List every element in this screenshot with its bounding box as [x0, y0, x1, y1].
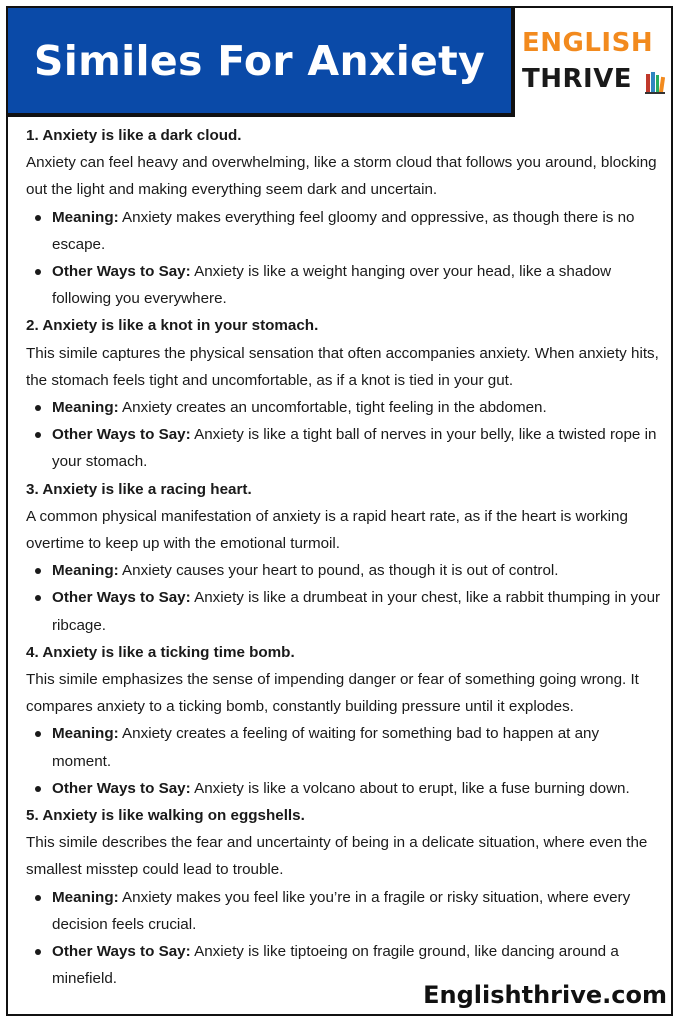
- meaning-item: [52, 204, 662, 258]
- meaning-item: [52, 884, 662, 938]
- other-ways-item: [52, 258, 662, 312]
- bullet-list: [26, 720, 662, 802]
- page-title: Similes For Anxiety: [33, 36, 486, 85]
- meaning-label: Meaning:: [52, 888, 119, 906]
- other-ways-label: Other Ways to Say:: [52, 779, 191, 797]
- meaning-label: Meaning:: [52, 399, 119, 417]
- logo-line-english: ENGLISH: [522, 28, 654, 58]
- similes-list: [26, 122, 662, 993]
- meaning-text: Anxiety causes your heart to pound, as though it is out of control.: [122, 562, 559, 580]
- logo-line-thrive: THRIVE: [522, 64, 633, 94]
- title-banner: [8, 8, 515, 117]
- meaning-text: Anxiety makes everything feel gloomy and oppressive, as though there is no escape.: [52, 208, 635, 253]
- simile-section: [26, 122, 662, 312]
- other-ways-text: Anxiety is like tiptoeing on fragile ground, like dancing around a minefield.: [52, 943, 619, 988]
- section-description: This simile describes the fear and uncertainty of being in a delicate situation, where even the smallest misstep could lead to trouble.: [26, 834, 648, 879]
- page-frame: [6, 6, 673, 1016]
- meaning-item: [52, 557, 662, 584]
- meaning-item: [52, 720, 662, 774]
- meaning-text: Anxiety creates an uncomfortable, tight feeling in the abdomen.: [122, 399, 547, 417]
- meaning-label: Meaning:: [52, 725, 119, 743]
- section-title: 2. Anxiety is like a knot in your stomach.: [26, 317, 319, 335]
- section-title: 1. Anxiety is like a dark cloud.: [26, 127, 242, 144]
- footer-site-link[interactable]: Englishthrive.com: [423, 981, 667, 1009]
- simile-section: [26, 476, 662, 639]
- other-ways-text: Anxiety is like a volcano about to erupt, like a fuse burning down.: [194, 779, 630, 797]
- simile-section: [26, 639, 662, 802]
- meaning-text: Anxiety creates a feeling of waiting for something bad to happen at any moment.: [52, 725, 600, 770]
- other-ways-item: [52, 421, 662, 475]
- other-ways-label: Other Ways to Say:: [52, 589, 191, 607]
- english-thrive-logo: [518, 22, 668, 112]
- other-ways-label: Other Ways to Say:: [52, 943, 191, 961]
- section-description: Anxiety can feel heavy and overwhelming, like a storm cloud that follows you around, blocking out the light and making everything seem dark and uncertain.: [26, 154, 657, 199]
- other-ways-label: Other Ways to Say:: [52, 426, 191, 444]
- meaning-item: [52, 394, 662, 421]
- simile-section: [26, 312, 662, 475]
- other-ways-text: Anxiety is like a weight hanging over your head, like a shadow following you everywhere.: [52, 263, 612, 308]
- other-ways-text: Anxiety is like a drumbeat in your chest, like a rabbit thumping in your ribcage.: [52, 589, 661, 634]
- bullet-list: [26, 884, 662, 993]
- other-ways-label: Other Ways to Say:: [52, 263, 191, 281]
- section-description: A common physical manifestation of anxiety is a rapid heart rate, as if the heart is working overtime to keep up with the emotional turmoil.: [26, 507, 628, 553]
- section-description: This simile captures the physical sensation that often accompanies anxiety. When anxiety hits, the stomach feels tight and uncomfortable, as if a knot is tied in your gut.: [26, 344, 659, 389]
- section-title: 5. Anxiety is like walking on eggshells.: [26, 807, 305, 825]
- other-ways-item: [52, 775, 662, 802]
- section-title: 4. Anxiety is like a ticking time bomb.: [26, 643, 295, 661]
- meaning-label: Meaning:: [52, 208, 119, 226]
- bullet-list: [26, 557, 662, 639]
- section-title: 3. Anxiety is like a racing heart.: [26, 480, 252, 498]
- bullet-list: [26, 204, 662, 313]
- meaning-text: Anxiety makes you feel like you’re in a fragile or risky situation, where every decision feels crucial.: [52, 888, 631, 933]
- section-description: This simile emphasizes the sense of impending danger or fear of something going wrong. It compares anxiety to a ticking bomb, constantly building pressure until it explodes.: [26, 671, 639, 716]
- other-ways-item: [52, 584, 662, 638]
- meaning-label: Meaning:: [52, 562, 119, 580]
- simile-section: [26, 802, 662, 992]
- bullet-list: [26, 394, 662, 476]
- books-icon: [645, 72, 665, 94]
- other-ways-text: Anxiety is like a tight ball of nerves in your belly, like a twisted rope in your stomach.: [52, 426, 657, 471]
